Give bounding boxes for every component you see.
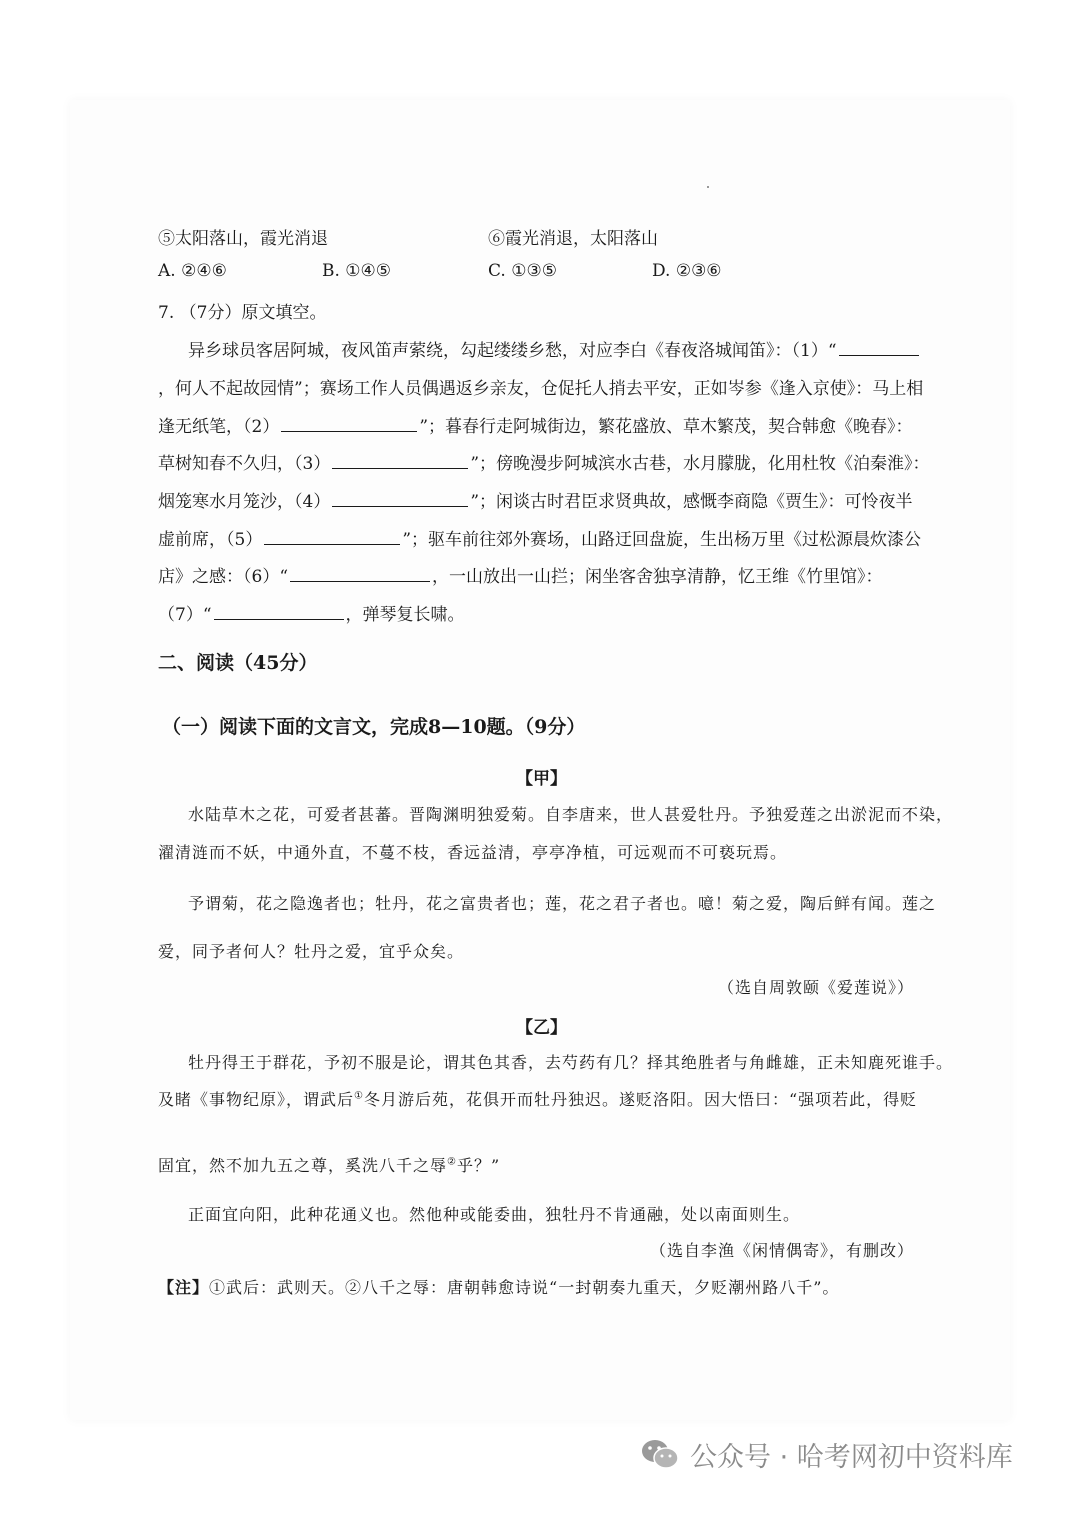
q7-line-3-text-b: ”；暮春行走阿城街边，繁花盛放、草木繁茂，契合韩愈《晚春》： — [419, 417, 913, 437]
passage-yi-para2: 正面宜向阳，此种花通义也。然他种或能委曲，独牡丹不肯通融，处以南面则生。 — [188, 1205, 801, 1224]
q7-line-8-text-a: （7）“ — [158, 605, 212, 625]
passage-jia-label: 【甲】 — [516, 769, 567, 789]
answer-blank-1[interactable] — [839, 341, 919, 356]
q7-line-5 — [158, 487, 913, 512]
part-heading-classical: （一）阅读下面的文言文，完成8—10题。（9分） — [162, 716, 586, 738]
scan-speck — [707, 186, 709, 188]
footnote-marker-2: ② — [447, 1156, 457, 1168]
watermark — [640, 1430, 1013, 1478]
passage-yi-text-b: 冬月游后苑，花俱开而牡丹独迟。遂贬洛阳。因大悟曰：“强项若此，得贬 — [363, 1090, 918, 1109]
footnote — [158, 1275, 839, 1298]
answer-blank-6[interactable] — [290, 567, 430, 582]
q7-line-4-text-b: ”；傍晚漫步阿城滨水古巷，水月朦胧，化用杜牧《泊秦淮》： — [470, 454, 930, 474]
q7-line-3-text-a: 逢无纸笔，（2） — [158, 417, 280, 437]
passage-jia-para1-line1: 水陆草木之花，可爱者甚蕃。晋陶渊明独爱菊。自李唐来，世人甚爱牡丹。予独爱莲之出淤泥而不染， — [188, 805, 954, 824]
passage-jia-source: （选自周敦颐《爱莲说》） — [717, 978, 914, 997]
footnote-label: 【注】 — [158, 1278, 210, 1297]
answer-blank-4[interactable] — [332, 492, 468, 507]
passage-yi-label: 【乙】 — [516, 1018, 567, 1038]
q7-line-7 — [158, 562, 883, 587]
q7-line-7-text-a: 店》之感：（6）“ — [158, 567, 289, 587]
passage-jia-para2-line2: 爱，同予者何人？牡丹之爱，宜乎众矣。 — [158, 942, 465, 961]
passage-yi-para1-line3 — [158, 1153, 500, 1176]
q7-line-8-text-b: ，弹琴复长啸。 — [345, 605, 465, 625]
wechat-icon — [640, 1437, 680, 1471]
passage-yi-text-c: 固宜，然不加九五之尊，奚洗八千之辱 — [158, 1156, 448, 1175]
q6-choice-d: D. ②③⑥ — [652, 261, 722, 281]
q7-line-5-text-b: ”；闲谈古时君臣求贤典故，感慨李商隐《贾生》：可怜夜半 — [470, 492, 913, 512]
passage-jia-para2-line1: 予谓菊，花之隐逸者也；牡丹，花之富贵者也；莲，花之君子者也。噫！菊之爱，陶后鲜有闻。莲之 — [188, 894, 937, 913]
q7-line-6 — [158, 525, 921, 550]
q7-line-2: ，何人不起故园情”；赛场工作人员偶遇返乡亲友，仓促托人捎去平安，正如岑参《逢入京使》：马上相 — [158, 379, 924, 399]
q7-line-5-text-a: 烟笼寒水月笼沙，（4） — [158, 492, 331, 512]
answer-blank-3[interactable] — [332, 454, 468, 469]
passage-yi-para1-line2 — [158, 1087, 917, 1110]
q7-title: 7. （7分）原文填空。 — [158, 303, 327, 323]
answer-blank-5[interactable] — [264, 530, 400, 545]
q7-line-4-text-a: 草树知春不久归，（3） — [158, 454, 331, 474]
passage-jia-para1-line2: 濯清涟而不妖，中通外直，不蔓不枝，香远益清，亭亭净植，可远观而不可亵玩焉。 — [158, 843, 788, 862]
footnote-marker-1: ① — [354, 1090, 364, 1102]
q7-line-1 — [188, 336, 921, 361]
q7-line-4 — [158, 449, 930, 474]
q7-line-8 — [158, 600, 465, 625]
footnote-text: ①武后：武则天。②八千之辱：唐朝韩愈诗说“一封朝奏九重天，夕贬潮州路八千”。 — [209, 1278, 840, 1297]
passage-yi-source: （选自李渔《闲情偶寄》，有删改） — [649, 1241, 914, 1260]
passage-yi-text-d: 乎？” — [456, 1156, 501, 1175]
watermark-text: 公众号 · 哈考网初中资料库 — [690, 1441, 1013, 1473]
q6-choice-c: C. ①③⑤ — [488, 261, 557, 281]
q6-option-6: ⑥霞光消退，太阳落山 — [488, 229, 658, 249]
q7-line-3 — [158, 412, 913, 437]
answer-blank-2[interactable] — [281, 417, 417, 432]
q7-line-6-text-a: 虚前席，（5） — [158, 530, 263, 550]
q6-choice-b: B. ①④⑤ — [322, 261, 392, 281]
q7-line-1-text: 异乡球员客居阿城，夜风笛声萦绕，勾起缕缕乡愁，对应李白《春夜洛城闻笛》：（1）“ — [188, 341, 837, 361]
answer-blank-7[interactable] — [214, 605, 344, 620]
q7-line-6-text-b: ”；驱车前往郊外赛场，山路迂回盘旋，生出杨万里《过松源晨炊漆公 — [402, 530, 922, 550]
q7-line-7-text-b: ，一山放出一山拦；闲坐客舍独享清静，忆王维《竹里馆》： — [432, 567, 883, 587]
q6-option-5: ⑤太阳落山，霞光消退 — [158, 229, 328, 249]
section-heading-reading: 二、阅读（45分） — [158, 652, 318, 674]
passage-yi-para1-line1: 牡丹得王于群花，予初不服是论，谓其色其香，去芍药有几？择其绝胜者与角雌雄，正未知鹿死谁手。 — [188, 1053, 954, 1072]
q6-choice-a: A. ②④⑥ — [158, 261, 227, 281]
passage-yi-text-a: 及睹《事物纪原》，谓武后 — [158, 1090, 355, 1109]
